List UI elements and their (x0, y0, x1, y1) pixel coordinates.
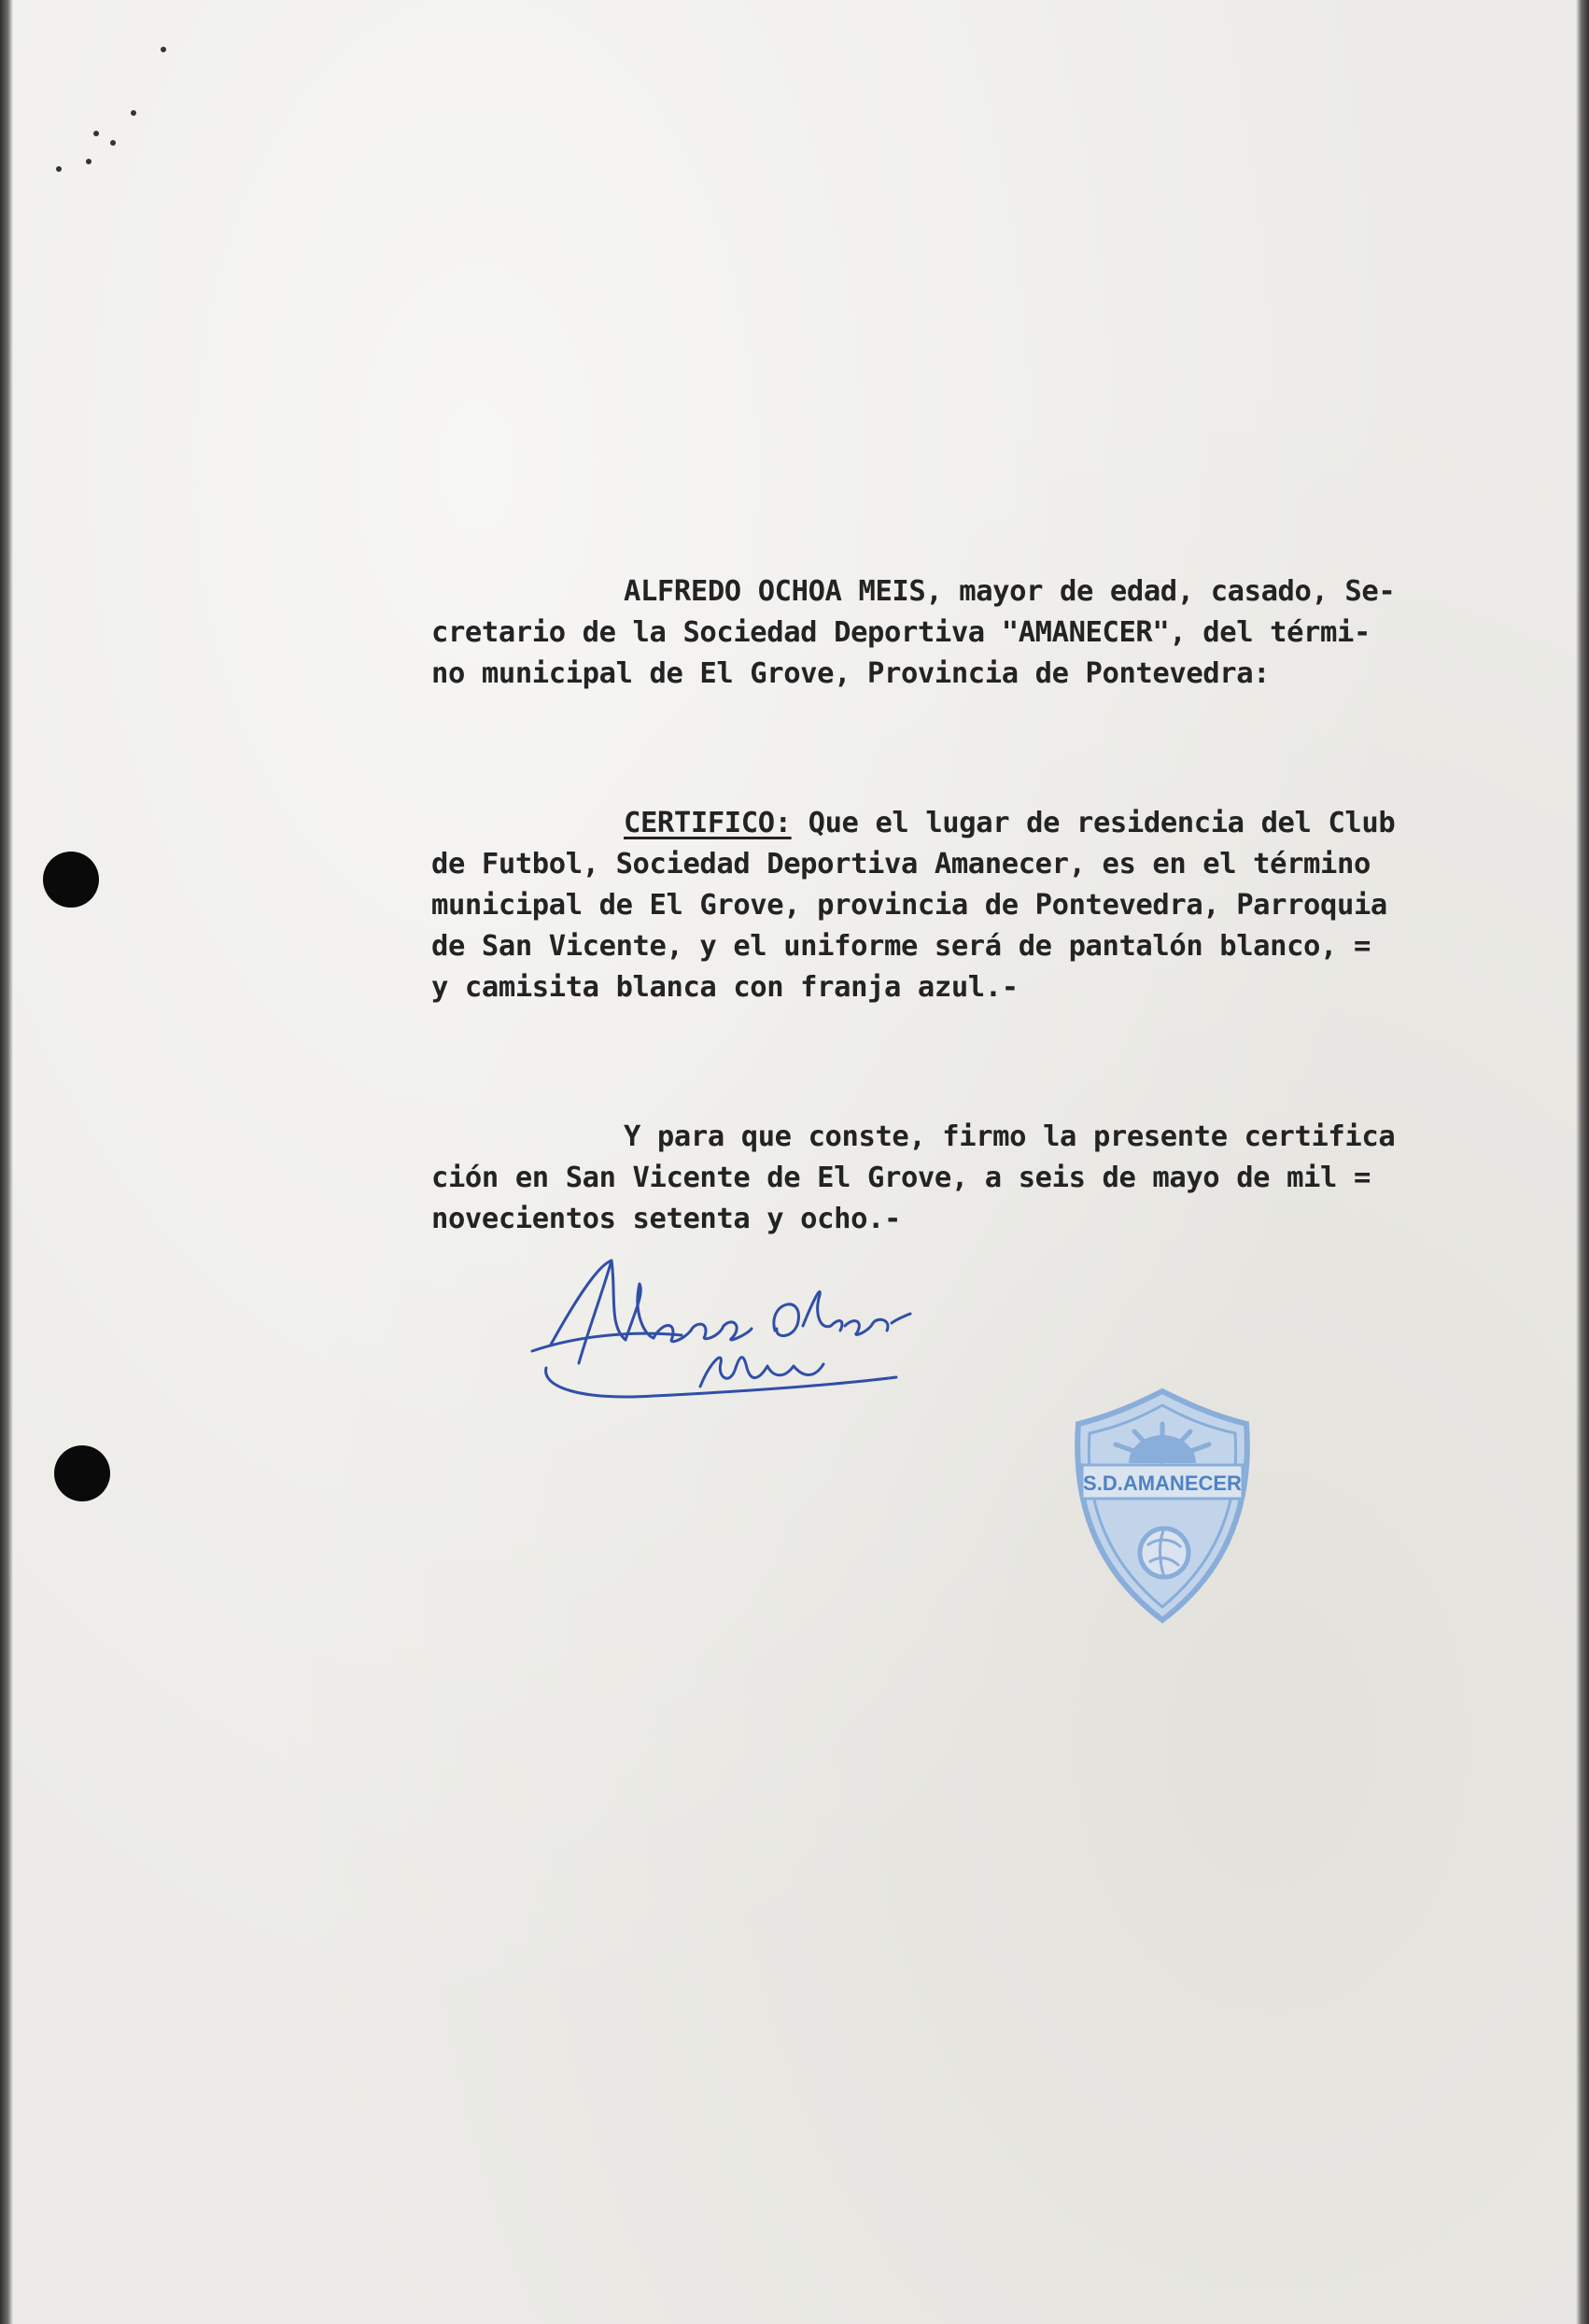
speck (131, 110, 136, 116)
handwritten-signature (523, 1247, 915, 1424)
paragraph-2-line-4: de San Vicente, y el uniforme será de pantalón blanco, = (431, 930, 1371, 963)
paragraph-gap (431, 1008, 1496, 1117)
certificate-text (431, 571, 1496, 1240)
club-stamp (1060, 1387, 1265, 1625)
paragraph-gap (431, 695, 1496, 803)
paragraph-2-line-3: municipal de El Grove, provincia de Pontevedra, Parroquia (431, 889, 1387, 922)
paragraph-3-line-3: novecientos setenta y ocho.- (431, 1203, 901, 1235)
speck (86, 159, 91, 164)
paragraph-2-line-1-text: Que el lugar de residencia del Club (791, 807, 1396, 839)
scan-edge-left (0, 0, 13, 2324)
certifico-heading: CERTIFICO: (624, 807, 792, 839)
punch-hole-top (43, 852, 99, 908)
speck (56, 166, 62, 172)
paragraph-2-line-2: de Futbol, Sociedad Deportiva Amanecer, es en el término (431, 848, 1371, 880)
speck (93, 131, 99, 136)
paragraph-2-line-1 (431, 803, 1496, 844)
paragraph-2-line-5: y camisita blanca con franja azul.- (431, 971, 1019, 1004)
stamp-text: S.D.AMANECER (1083, 1472, 1242, 1495)
speck (110, 140, 116, 146)
paragraph-1-line-2: cretario de la Sociedad Deportiva "AMANECER", del térmi- (431, 616, 1371, 649)
paragraph-1-line-3: no municipal de El Grove, Provincia de Pontevedra: (431, 657, 1271, 690)
paragraph-3-line-2: ción en San Vicente de El Grove, a seis de mayo de mil = (431, 1162, 1371, 1194)
paragraph-3-line-1: Y para que conste, firmo la presente certifica (624, 1120, 1396, 1153)
stamp-shield-drawing (1060, 1387, 1265, 1625)
scan-edge-right (1576, 0, 1589, 2324)
paragraph-1-line-1: ALFREDO OCHOA MEIS, mayor de edad, casado, Se- (624, 575, 1396, 608)
punch-hole-bottom (54, 1445, 110, 1501)
signature-drawing (523, 1247, 915, 1424)
speck (161, 47, 166, 52)
